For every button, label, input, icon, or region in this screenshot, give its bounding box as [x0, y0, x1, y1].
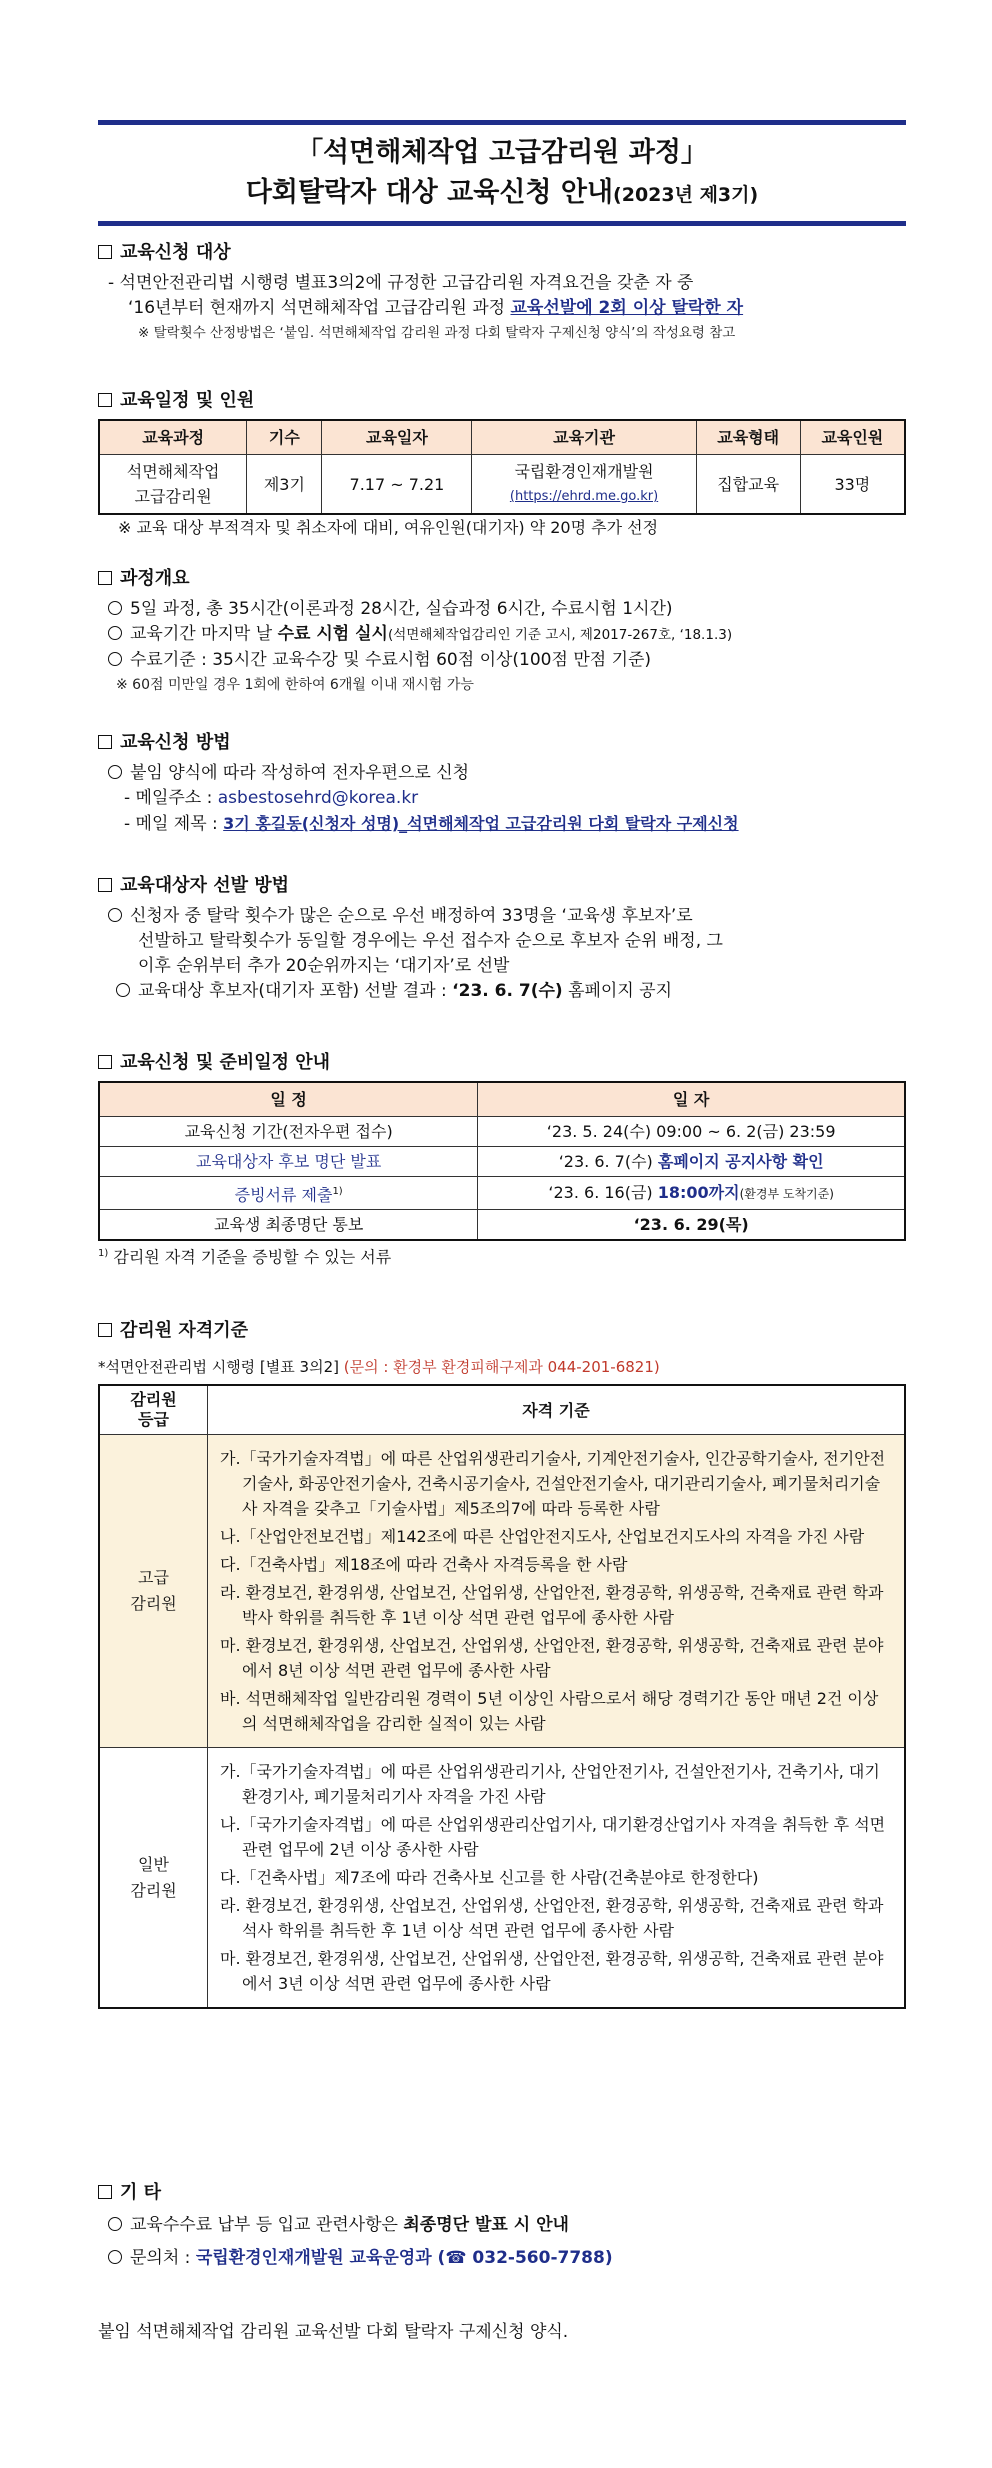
section-heading — [98, 873, 906, 898]
selection-line-1 — [98, 904, 906, 929]
section-heading-text: 과정개요 — [120, 568, 190, 589]
item-text: 증빙서류 제출 — [234, 1185, 333, 1205]
selection-text: 신청자 중 탈락 횟수가 많은 순으로 우선 배정하여 33명을 ‘교육생 후보자’로 — [130, 906, 693, 926]
timeline-item: 교육대상자 후보 명단 발표 — [99, 1147, 478, 1177]
square-bullet-icon — [98, 2185, 112, 2199]
selection-date: ‘23. 6. 7(수) — [452, 981, 563, 1001]
timeline-item — [99, 1177, 478, 1210]
section-heading-text: 기 타 — [120, 2182, 162, 2203]
target-line-1: - 석면안전관리법 시행령 별표3의2에 규정한 고급감리원 자격요건을 갖춘 자 중 — [108, 273, 694, 293]
criteria-item: 바. 석면해체작업 일반감리원 경력이 5년 이상인 사람으로서 해당 경력기간 동안 매년 2건 이상의 석면해체작업을 감리한 실적이 있는 사람 — [220, 1689, 879, 1733]
qualifications-table — [98, 1384, 906, 2009]
section-heading-text: 교육신청 및 준비일정 안내 — [120, 1052, 331, 1073]
table-header-row — [99, 420, 905, 455]
criteria-item: 나.「국가기술자격법」에 따른 산업위생관리산업기사, 대기환경산업기사 자격을 취득한 후 석면 관련 업무에 2년 이상 종사한 사람 — [220, 1815, 886, 1859]
circle-bullet-icon — [108, 601, 122, 615]
circle-bullet-icon — [108, 2217, 122, 2231]
section-timeline — [98, 1050, 906, 1270]
document-title — [98, 125, 906, 221]
cell-type: 집합교육 — [696, 455, 800, 515]
method-subject-line — [98, 811, 906, 837]
section-heading — [98, 1318, 906, 1343]
qualifications-source — [98, 1355, 906, 1380]
method-text: 붙임 양식에 따라 작성하여 전자우편으로 신청 — [130, 763, 470, 783]
col-header: 교육인원 — [800, 420, 905, 455]
timeline-date — [478, 1177, 905, 1210]
course-line-2: 고급감리원 — [134, 487, 212, 506]
circle-bullet-icon — [108, 2250, 122, 2264]
criteria-item: 가.「국가기술자격법」에 따른 산업위생관리기사, 산업안전기사, 건설안전기사, 건축기사, 대기환경기사, 폐기물처리기사 자격을 가진 사람 — [220, 1762, 880, 1806]
schedule-note: ※ 교육 대상 부적격자 및 취소자에 대비, 여유인원(대기자) 약 20명 추가 선정 — [118, 518, 659, 537]
section-overview — [98, 566, 906, 698]
cell-term: 제3기 — [247, 455, 322, 515]
section-heading — [98, 388, 906, 413]
grade-line: 감리원 — [130, 1880, 177, 1900]
date-emphasis: 홈페이지 공지사항 확인 — [657, 1152, 824, 1171]
overview-emphasis: 수료 시험 실시 — [277, 624, 388, 644]
title-line-1: 「석면해체작업 고급감리원 과정」 — [296, 137, 708, 168]
grade-line: 일반 — [138, 1854, 169, 1874]
col-header: 교육기관 — [472, 420, 696, 455]
circle-bullet-icon — [108, 765, 122, 779]
circle-bullet-icon — [116, 983, 130, 997]
title-suffix: (2023년 제3기) — [613, 184, 759, 206]
overview-line-1 — [98, 597, 906, 622]
grade-line: 고급 — [138, 1568, 169, 1587]
square-bullet-icon — [98, 1323, 112, 1337]
table-header-row — [99, 1385, 905, 1435]
etc-text: 문의처 : — [130, 2248, 196, 2268]
overview-text: 수료기준 : 35시간 교육수강 및 수료시험 60점 이상(100점 만점 기준) — [130, 650, 652, 670]
table-row — [99, 1147, 905, 1177]
col-header: 교육형태 — [696, 420, 800, 455]
contact-text: (문의 : 환경부 환경피해구제과 044-201-6821) — [343, 1358, 660, 1376]
selection-text: 교육대상 후보자(대기자 포함) 선발 결과 : — [138, 981, 453, 1001]
grade-cell — [99, 1748, 208, 2009]
circle-bullet-icon — [108, 626, 122, 640]
criteria-item: 다.「건축사법」제7조에 따라 건축사보 신고를 한 사람(건축분야로 한정한다) — [220, 1868, 759, 1887]
section-heading — [98, 240, 906, 265]
date-text: ‘23. 6. 16(금) — [548, 1182, 658, 1202]
source-text: *석면안전관리법 시행령 [별표 3의2] — [98, 1358, 344, 1376]
col-header — [99, 1385, 208, 1435]
section-heading-text: 교육대상자 선발 방법 — [120, 875, 290, 896]
attachment-note: 붙임 석면해체작업 감리원 교육선발 다회 탈락자 구제신청 양식. — [98, 2322, 569, 2342]
selection-line-2: 선발하고 탈락횟수가 동일할 경우에는 우선 접수자 순으로 후보자 순위 배정, 그 — [138, 931, 723, 951]
cell-count: 33명 — [800, 455, 905, 515]
etc-emphasis: 최종명단 발표 시 안내 — [403, 2215, 569, 2235]
criteria-item: 다.「건축사법」제18조에 따라 건축사 자격등록을 한 사람 — [220, 1555, 628, 1574]
org-name: 국립환경인재개발원 — [514, 462, 654, 481]
title-block — [98, 120, 906, 226]
col-header: 교육과정 — [99, 420, 247, 455]
overview-reference: (석면해체작업감리인 기준 고시, 제2017-267호, ‘18.1.3) — [387, 627, 733, 643]
table-row — [99, 1177, 905, 1210]
email-address[interactable]: asbestosehrd@korea.kr — [217, 788, 419, 808]
etc-line-1 — [98, 2213, 906, 2238]
col-header: 일 정 — [99, 1082, 478, 1117]
timeline-item: 교육생 최종명단 통보 — [99, 1210, 478, 1241]
etc-text: 교육수수료 납부 등 입교 관련사항은 — [130, 2215, 404, 2235]
method-line-1 — [98, 761, 906, 786]
table-header-row — [99, 1082, 905, 1117]
col-header: 교육일자 — [322, 420, 472, 455]
criteria-item: 라. 환경보건, 환경위생, 산업보건, 산업위생, 산업안전, 환경공학, 위생공학, 건축재료 관련 학과 석사 학위를 취득한 후 1년 이상 석면 관련 업무에 종사한 사람 — [220, 1896, 884, 1940]
title-line-2-main: 다회탈락자 대상 교육신청 안내 — [245, 177, 614, 208]
timeline-date: ‘23. 5. 24(수) 09:00 ~ 6. 2(금) 23:59 — [478, 1117, 905, 1147]
section-heading — [98, 1050, 906, 1075]
table-row — [99, 1117, 905, 1147]
target-line-2-text: ‘16년부터 현재까지 석면해체작업 고급감리원 과정 — [128, 298, 511, 318]
method-email-line — [98, 786, 906, 811]
section-heading — [98, 2180, 906, 2205]
etc-line-2 — [98, 2246, 906, 2271]
title-line-2 — [98, 173, 906, 215]
timeline-item: 교육신청 기간(전자우편 접수) — [99, 1117, 478, 1147]
header-line: 감리원 — [130, 1390, 177, 1409]
col-header: 일 자 — [478, 1082, 905, 1117]
timeline-table — [98, 1081, 906, 1241]
org-link[interactable]: (https://ehrd.me.go.kr) — [509, 489, 659, 504]
overview-line-2 — [98, 622, 906, 648]
target-line-2 — [98, 296, 906, 321]
subject-label: - 메일 제목 : — [124, 814, 224, 834]
square-bullet-icon — [98, 571, 112, 585]
col-header: 자격 기준 — [208, 1385, 906, 1435]
timeline-date — [478, 1147, 905, 1177]
date-emphasis: 18:00까지 — [657, 1182, 740, 1202]
selection-text: 홈페이지 공지 — [562, 981, 673, 1001]
section-schedule — [98, 388, 906, 540]
target-note: ※ 탈락횟수 산정방법은 ‘붙임. 석면해체작업 감리원 과정 다회 탈락자 구제신청 양식’의 작성요령 참고 — [138, 325, 736, 341]
timeline-footnote — [98, 1241, 906, 1269]
criteria-cell — [208, 1435, 906, 1748]
square-bullet-icon — [98, 393, 112, 407]
selection-line-3: 이후 순위부터 추가 20순위까지는 ‘대기자’로 선발 — [138, 956, 510, 976]
selection-line-4 — [98, 979, 906, 1004]
table-row — [99, 1435, 905, 1748]
section-heading — [98, 566, 906, 591]
section-etc — [98, 2180, 906, 2271]
col-header: 기수 — [247, 420, 322, 455]
circle-bullet-icon — [108, 652, 122, 666]
table-row — [99, 1748, 905, 2009]
section-target — [98, 240, 906, 346]
square-bullet-icon — [98, 735, 112, 749]
grade-cell — [99, 1435, 208, 1748]
criteria-item: 나.「산업안전보건법」제142조에 따른 산업안전지도사, 산업보건지도사의 자격을 가진 사람 — [220, 1527, 865, 1546]
cell-dates: 7.17 ~ 7.21 — [322, 455, 472, 515]
contact-info: 국립환경인재개발원 교육운영과 (☎ 032-560-7788) — [195, 2248, 613, 2268]
header-line: 등급 — [138, 1410, 169, 1429]
cell-course — [99, 455, 247, 515]
section-heading-text: 교육신청 대상 — [120, 242, 231, 263]
overview-line-3 — [98, 648, 906, 673]
grade-line: 감리원 — [130, 1594, 177, 1613]
criteria-cell — [208, 1748, 906, 2009]
section-heading-text: 감리원 자격기준 — [120, 1320, 248, 1341]
criteria-item: 마. 환경보건, 환경위생, 산업보건, 산업위생, 산업안전, 환경공학, 위생공학, 건축재료 관련 분야에서 8년 이상 석면 관련 업무에 종사한 사람 — [220, 1636, 884, 1680]
target-emphasis: 교육선발에 2회 이상 탈락한 자 — [510, 298, 744, 318]
date-text: ‘23. 6. 7(수) — [558, 1152, 658, 1171]
email-label: - 메일주소 : — [124, 788, 218, 808]
overview-text: 교육기간 마지막 날 — [130, 624, 278, 644]
footnote-mark: 1) — [332, 1186, 343, 1197]
section-method — [98, 730, 906, 837]
footnote-mark: 1) — [98, 1248, 109, 1260]
table-row — [99, 1210, 905, 1241]
table-row — [99, 455, 905, 515]
criteria-item: 마. 환경보건, 환경위생, 산업보건, 산업위생, 산업안전, 환경공학, 위생공학, 건축재료 관련 분야에서 3년 이상 석면 관련 업무에 종사한 사람 — [220, 1949, 884, 1993]
square-bullet-icon — [98, 1055, 112, 1069]
overview-note: ※ 60점 미만일 경우 1회에 한하여 6개월 이내 재시험 가능 — [116, 677, 474, 693]
date-note: (환경부 도착기준) — [739, 1186, 834, 1201]
cell-org — [472, 455, 696, 515]
circle-bullet-icon — [108, 908, 122, 922]
square-bullet-icon — [98, 245, 112, 259]
square-bullet-icon — [98, 878, 112, 892]
footnote-text: 감리원 자격 기준을 증빙할 수 있는 서류 — [113, 1247, 392, 1267]
criteria-item: 라. 환경보건, 환경위생, 산업보건, 산업위생, 산업안전, 환경공학, 위생공학, 건축재료 관련 학과 박사 학위를 취득한 후 1년 이상 석면 관련 업무에 종사한 사람 — [220, 1583, 884, 1627]
section-heading-text: 교육신청 방법 — [120, 732, 231, 753]
course-line-1: 석면해체작업 — [126, 462, 220, 481]
section-selection — [98, 873, 906, 1004]
overview-text: 5일 과정, 총 35시간(이론과정 28시간, 실습과정 6시간, 수료시험 1시간) — [130, 599, 673, 619]
section-heading-text: 교육일정 및 인원 — [120, 390, 255, 411]
subject-text: 3기 홍길동(신청자 성명)_석면해체작업 고급감리원 다회 탈락자 구제신청 — [223, 814, 739, 833]
schedule-table — [98, 419, 906, 515]
section-heading — [98, 730, 906, 755]
title-bottom-rule — [98, 221, 906, 226]
criteria-item: 가.「국가기술자격법」에 따른 산업위생관리기술사, 기계안전기술사, 인간공학기술사, 전기안전기술사, 화공안전기술사, 건축시공기술사, 건설안전기술사, 대기관리기술사, 폐기물처리기술사 자격을 갖추고「기술사법」제5조의7에 따라 등록한 사람 — [220, 1449, 886, 1518]
timeline-date: ‘23. 6. 29(목) — [478, 1210, 905, 1241]
section-qualifications — [98, 1318, 906, 2009]
